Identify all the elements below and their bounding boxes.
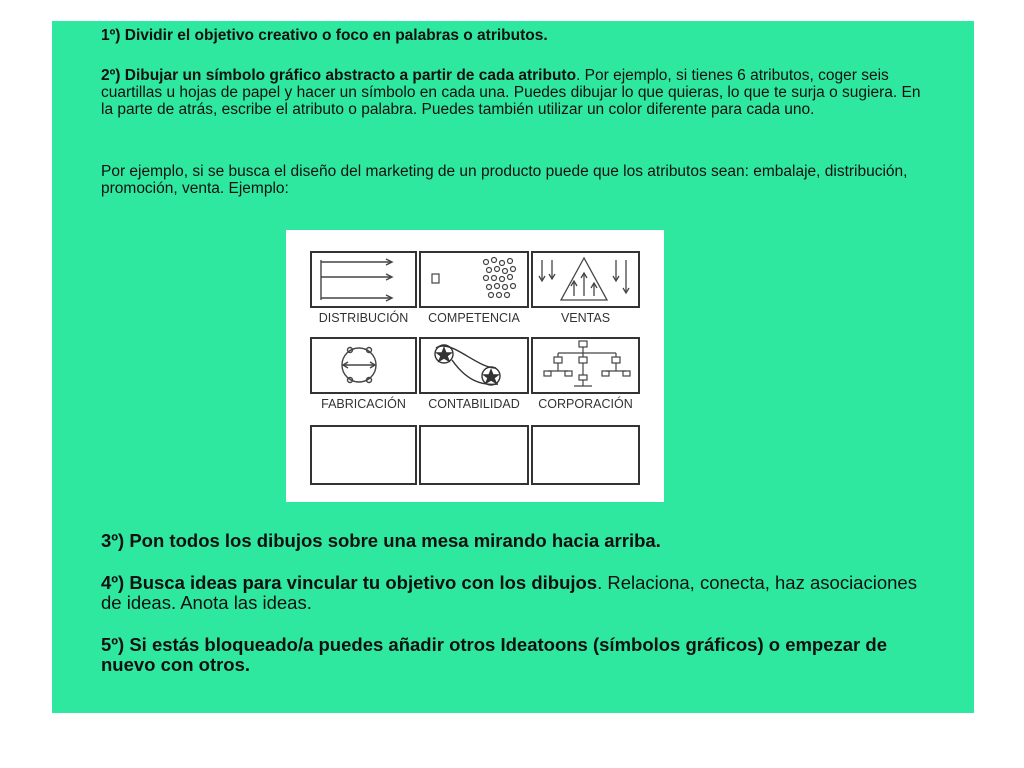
step-3: 3º) Pon todos los dibujos sobre una mesa mirando hacia arriba. <box>101 530 661 551</box>
caption-contabilidad: CONTABILIDAD <box>428 397 520 411</box>
step-1: 1º) Dividir el objetivo creativo o foco en palabras o atributos. <box>101 27 548 44</box>
step-4-title: 4º) Busca ideas para vincular tu objetivo con los dibujos <box>101 572 598 593</box>
ideatoons-figure <box>286 230 664 502</box>
step-2 <box>101 67 921 118</box>
slide <box>52 21 974 713</box>
manufacturing-icon <box>342 348 376 383</box>
step-2-body: . Por ejemplo, si tienes 6 atributos, coger seis cuartillas u hojas de papel y hacer un símbolo en cada una. Puedes dibujar lo que quieras, lo que te surja o sugiera. En la parte de atrás, escribe el atributo o palabra. Puedes también utilizar un color diferente para cada uno. <box>101 67 921 118</box>
caption-distribucion: DISTRIBUCIÓN <box>318 311 409 325</box>
sales-icon <box>539 258 629 300</box>
caption-competencia: COMPETENCIA <box>428 311 520 325</box>
step-4-body: . Relaciona, conecta, haz asociaciones de ideas. Anota las ideas. <box>101 572 917 613</box>
caption-ventas: VENTAS <box>560 311 611 325</box>
corporation-icon <box>544 341 630 386</box>
distribution-icon <box>321 259 392 301</box>
caption-corporacion: CORPORACIÓN <box>538 397 633 411</box>
step-2-title: 2º) Dibujar un símbolo gráfico abstracto a partir de cada atributo <box>101 67 577 84</box>
caption-fabricacion: FABRICACIÓN <box>321 397 406 411</box>
competition-icon <box>432 258 516 298</box>
step-4 <box>101 573 921 613</box>
accounting-icon <box>435 345 500 385</box>
example-text: Por ejemplo, si se busca el diseño del marketing de un producto puede que los atributos sean: embalaje, distribución, promoción, venta. Ejemplo: <box>101 163 908 197</box>
step-5: 5º) Si estás bloqueado/a puedes añadir otros Ideatoons (símbolos gráficos) o empezar de nuevo con otros. <box>101 634 887 675</box>
